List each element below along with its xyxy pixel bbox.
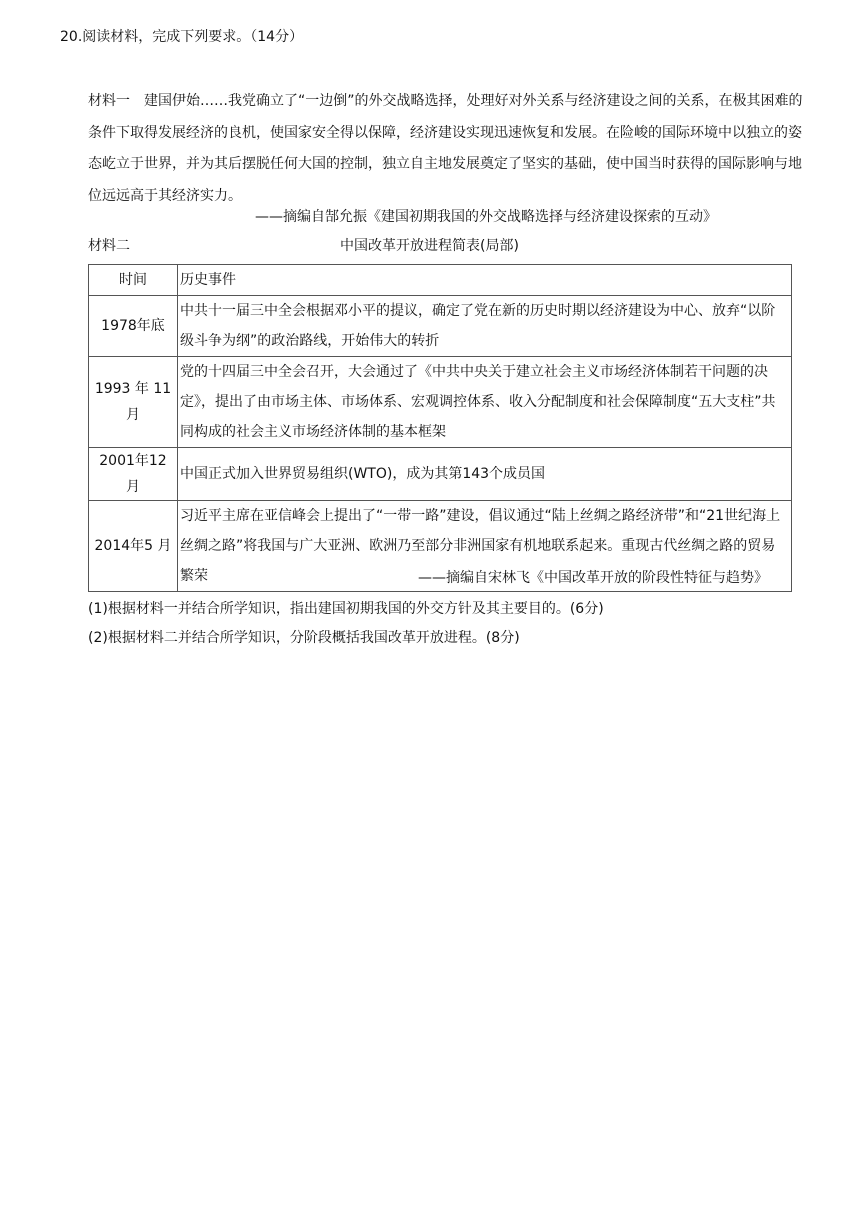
table-row bbox=[89, 296, 792, 357]
reform-timeline-table bbox=[88, 264, 792, 592]
table-header-row bbox=[89, 265, 792, 296]
material-one-text: 建国伊始……我党确立了“一边倒”的外交战略选择，处理好对外关系与经济建设之间的关系，在极其困难的条件下取得发展经济的良机，使国家安全得以保障，经济建设实现迅速恢复和发展。在险峻的国际环境中以独立的姿态屹立于世界，并为其后摆脱任何大国的控制，独立自主地发展奠定了坚实的基础，使中国当时获得的国际影响与地位远远高于其经济实力。 bbox=[88, 93, 803, 204]
row-event: 习近平主席在亚信峰会上提出了“一带一路”建设，倡议通过“陆上丝绸之路经济带”和“21世纪海上丝绸之路”将我国与广大亚洲、欧洲乃至部分非洲国家有机地联系起来。重现古代丝绸之路的贸易繁荣 bbox=[178, 501, 792, 592]
material-two-label: 材料二 bbox=[88, 238, 130, 254]
row-event: 中共十一届三中全会根据邓小平的提议，确定了党在新的历史时期以经济建设为中心、放弃“以阶级斗争为纲”的政治路线，开始伟大的转折 bbox=[178, 296, 792, 357]
sub-question-2: (2)根据材料二并结合所学知识，分阶段概括我国改革开放进程。(8分) bbox=[88, 630, 520, 646]
question-title: 20.阅读材料，完成下列要求。（14分） bbox=[60, 29, 304, 45]
table-row bbox=[89, 357, 792, 448]
table-row bbox=[89, 448, 792, 501]
material-one bbox=[88, 86, 804, 212]
header-event: 历史事件 bbox=[178, 265, 792, 296]
row-time: 1978年底 bbox=[89, 296, 178, 357]
sub-question-1: (1)根据材料一并结合所学知识，指出建国初期我国的外交方针及其主要目的。(6分) bbox=[88, 601, 604, 617]
row-event: 党的十四届三中全会召开，大会通过了《中共中央关于建立社会主义市场经济体制若干问题的决定》，提出了由市场主体、市场体系、宏观调控体系、收入分配制度和社会保障制度“五大支柱”共同构成的社会主义市场经济体制的基本框架 bbox=[178, 357, 792, 448]
material-two-source: ——摘编自宋林飞《中国改革开放的阶段性特征与趋势》 bbox=[418, 570, 768, 586]
row-time: 1993 年 11 月 bbox=[89, 357, 178, 448]
header-time: 时间 bbox=[89, 265, 178, 296]
row-event: 中国正式加入世界贸易组织(WTO)，成为其第143个成员国 bbox=[178, 448, 792, 501]
material-one-source: ——摘编自郜允振《建国初期我国的外交战略选择与经济建设探索的互动》 bbox=[255, 209, 717, 225]
row-time: 2001年12 月 bbox=[89, 448, 178, 501]
row-time: 2014年5 月 bbox=[89, 501, 178, 592]
material-one-label: 材料一 bbox=[88, 93, 130, 109]
table-title: 中国改革开放进程简表(局部) bbox=[340, 238, 519, 254]
